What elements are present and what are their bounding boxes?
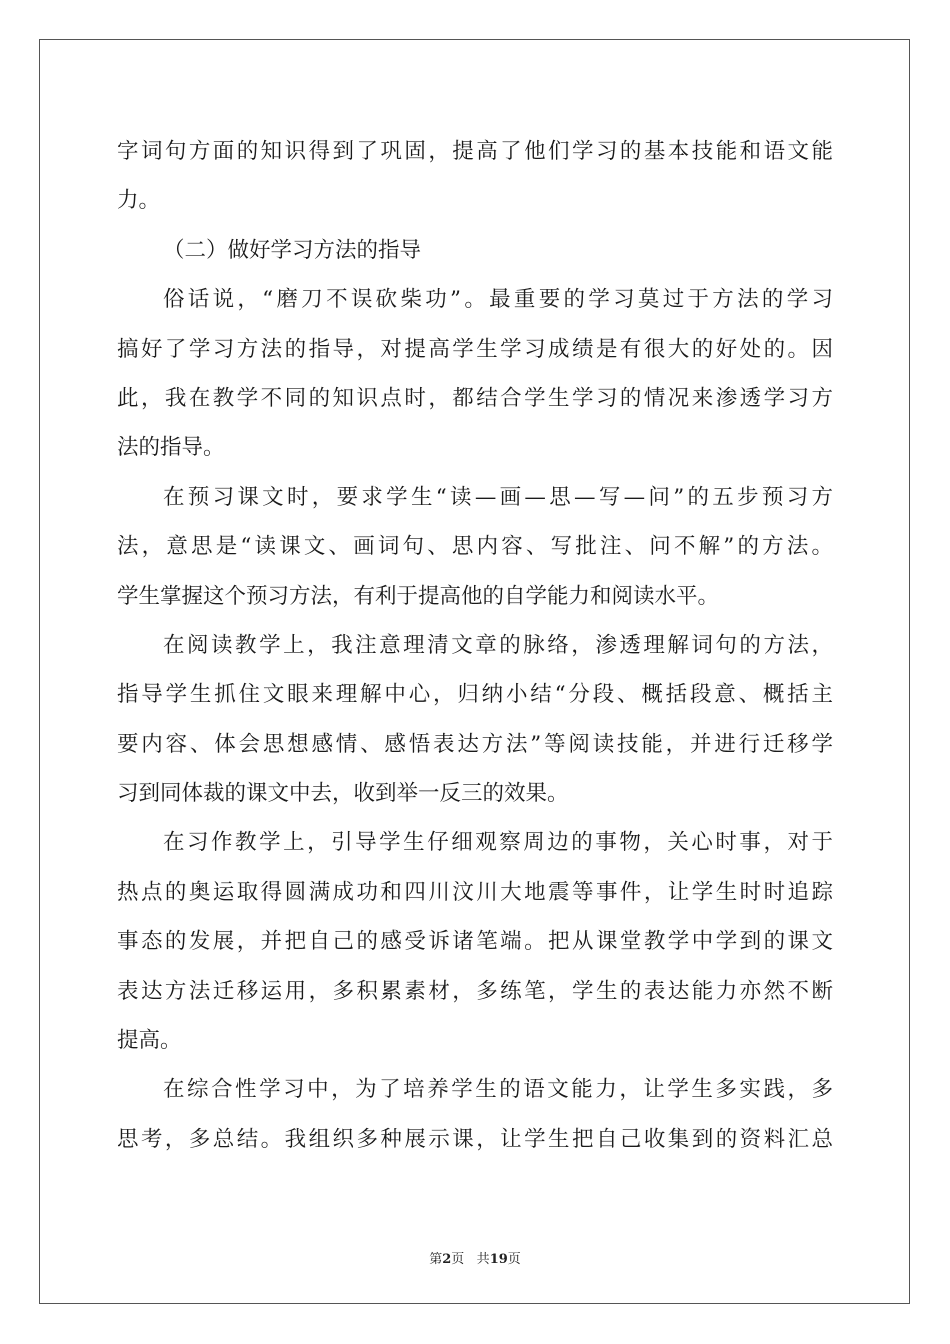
text-line: 在阅读教学上，我注意理清文章的脉络，渗透理解词句的方法， — [163, 632, 833, 658]
text-line: 提高。 — [117, 1028, 182, 1054]
text-line: 在综合性学习中，为了培养学生的语文能力，让学生多实践，多 — [163, 1077, 833, 1103]
text-line: 法，意思是“读课文、画词句、思内容、写批注、问不解”的方法。 — [117, 534, 833, 560]
text-line: 热点的奥运取得圆满成功和四川汶川大地震等事件，让学生时时追踪 — [117, 879, 833, 905]
page-footer — [0, 1248, 950, 1267]
text-line: 思考，多总结。我组织多种展示课，让学生把自己收集到的资料汇总 — [117, 1126, 833, 1152]
text-line: 搞好了学习方法的指导，对提高学生学习成绩是有很大的好处的。因 — [117, 336, 833, 362]
footer-page-number: 2 — [442, 1252, 452, 1267]
document-body — [117, 127, 833, 1164]
text-line: 指导学生抓住文眼来理解中心，归纳小结“分段、概括段意、概括主 — [117, 682, 833, 708]
text-line: 要内容、体会思想感情、感悟表达方法”等阅读技能，并进行迁移学 — [117, 731, 833, 757]
footer-total-pages: 19 — [489, 1252, 508, 1267]
text-line: 表达方法迁移运用，多积累素材，多练笔，学生的表达能力亦然不断 — [117, 978, 833, 1004]
footer-page-suffix: 页 — [451, 1252, 465, 1267]
text-line: 在习作教学上，引导学生仔细观察周边的事物，关心时事，对于 — [163, 830, 833, 856]
text-line: 力。 — [117, 188, 161, 214]
footer-total-prefix: 共 — [476, 1252, 490, 1267]
text-line: 事态的发展，并把自己的感受诉诸笔端。把从课堂教学中学到的课文 — [117, 929, 833, 955]
text-line: 学生掌握这个预习方法，有利于提高他的自学能力和阅读水平。 — [117, 583, 720, 609]
footer-total-suffix: 页 — [507, 1252, 521, 1267]
footer-page-prefix: 第 — [429, 1252, 443, 1267]
section-heading: （二）做好学习方法的指导 — [163, 237, 422, 263]
text-line: 此，我在教学不同的知识点时，都结合学生学习的情况来渗透学习方 — [117, 385, 833, 411]
text-line: 俗话说，“磨刀不误砍柴功”。最重要的学习莫过于方法的学习 — [163, 287, 833, 313]
text-line: 法的指导。 — [117, 435, 225, 461]
text-line: 习到同体裁的课文中去，收到举一反三的效果。 — [117, 781, 569, 807]
text-line: 字词句方面的知识得到了巩固，提高了他们学习的基本技能和语文能 — [117, 139, 833, 164]
text-line: 在预习课文时，要求学生“读—画—思—写—问”的五步预习方 — [163, 484, 833, 510]
